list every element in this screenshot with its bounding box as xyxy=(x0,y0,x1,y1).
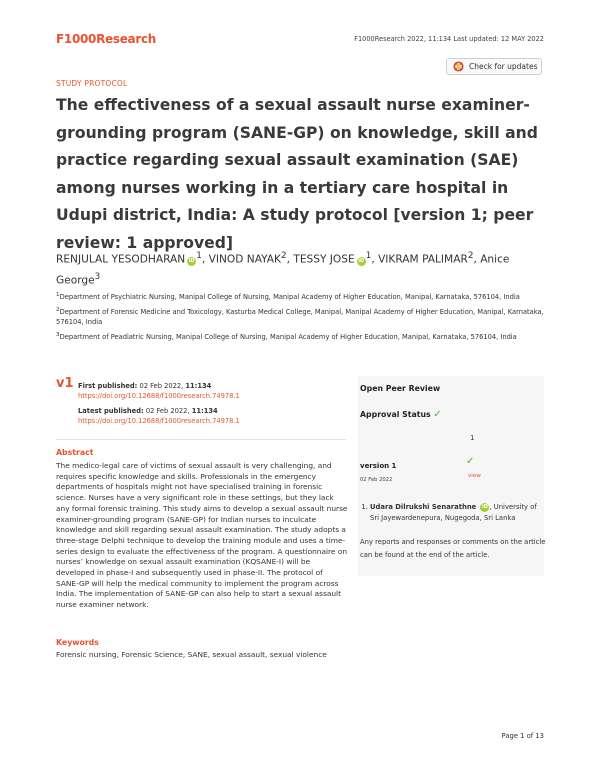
reviewer-list xyxy=(360,502,546,524)
author-name[interactable]: VINOD NAYAK xyxy=(208,253,281,266)
affiliation-item xyxy=(56,330,556,342)
approval-status-label: Approval Status xyxy=(360,410,431,419)
latest-published-volume: 11 xyxy=(191,407,202,415)
orcid-icon[interactable]: iD xyxy=(482,504,488,510)
reviewer-item xyxy=(370,502,546,524)
article-type: STUDY PROTOCOL xyxy=(56,79,128,88)
author-affil-sup: 1 xyxy=(365,251,372,261)
author-name[interactable]: VIKRAM PALIMAR xyxy=(378,253,468,266)
author-name[interactable]: Anice George xyxy=(56,253,510,287)
latest-published-date: 02 Feb 2022, xyxy=(145,407,190,415)
version-badge: v1 xyxy=(56,376,74,391)
first-published-label: First published: xyxy=(78,382,138,390)
view-report-link[interactable]: view xyxy=(468,473,481,479)
affiliation-sup: 3 xyxy=(56,331,60,338)
orcid-icon[interactable]: iD xyxy=(188,257,195,264)
author-name[interactable]: RENJULAL YESODHARAN xyxy=(56,253,186,266)
affiliation-item xyxy=(56,290,556,302)
reviewer-column-header: 1 xyxy=(470,434,475,442)
crossmark-icon xyxy=(453,61,464,72)
author-affil-sup: 2 xyxy=(280,251,287,261)
affiliation-text: Department of Forensic Medicine and Toxicology, Kasturba Medical College, Manipal, Manipal Academy of Higher Education, Manipal, Karnataka, 576104, India xyxy=(56,308,544,327)
affiliation-sup: 2 xyxy=(56,306,60,313)
latest-published-label: Latest published: xyxy=(78,407,144,415)
peer-review-title: Open Peer Review xyxy=(360,384,441,393)
author-separator: , xyxy=(201,253,209,266)
author-affil-sup: 2 xyxy=(467,251,474,261)
first-published xyxy=(78,381,240,401)
version-row-date: 02 Feb 2022 xyxy=(360,477,393,483)
first-published-volume: 11 xyxy=(185,382,195,390)
latest-published xyxy=(78,406,240,426)
author-name[interactable]: TESSY JOSE xyxy=(293,253,355,266)
affiliation-sup: 1 xyxy=(56,292,60,298)
keywords-heading: Keywords xyxy=(56,638,99,647)
affiliation-item xyxy=(56,305,556,327)
abstract-text: The medico-legal care of victims of sexual assault is very challenging, and requires specific knowledge and skills. Professionals in the emergency departments of hospitals might not have specialised training in forensic science. Nurses have a very significant role in these settings, but they lack any formal forensic training. This study aims to develop a sexual assault nurse examiner-grounding program (SANE-GP) for Indian nurses to inculcate knowledge and skill regarding sexual assault examination. The study adopts a three-stage Delphi technique to develop the training module and uses a time-series design to evaluate the effectiveness of the program. A questionnaire on nurses’ knowledge on sexual assault examination (KQSANE-I) will be developed in phase-I and subsequently used in phase-II. The protocol of SANE-GP will help the medical community to implement the program across India. The implementation of SANE-GP can also help to start a sexual assault nurse examiner network. xyxy=(56,461,348,610)
publication-info xyxy=(78,381,240,431)
author-separator: , xyxy=(286,253,294,266)
approved-check-icon: ✓ xyxy=(466,456,475,467)
abstract-heading: Abstract xyxy=(56,448,94,457)
first-published-date: 02 Feb 2022, xyxy=(139,382,184,390)
article-title: The effectiveness of a sexual assault nurse examiner-grounding program (SANE-GP) on knowledge, skill and practice regarding sexual assault examination (SAE) among nurses working in a tertiary care hospital in Udupi district, India: A study protocol [version 1; peer review: 1 approved] xyxy=(56,96,538,252)
section-divider xyxy=(56,439,346,440)
reviewer-affiliation: , University of Sri Jayewardenepura, Nugegoda, Sri Lanka xyxy=(370,503,537,522)
journal-logo[interactable]: F1000Research xyxy=(56,32,157,46)
author-separator: , xyxy=(473,253,481,266)
citation-line: F1000Research 2022, 11:134 Last updated: 12 MAY 2022 xyxy=(354,35,544,43)
author-separator: , xyxy=(371,253,379,266)
reviewer-name[interactable]: Udara Dilrukshi Senarathne xyxy=(370,503,477,511)
approval-status xyxy=(360,409,442,420)
author-affil-sup: 3 xyxy=(94,271,101,282)
check-for-updates-button[interactable] xyxy=(446,58,542,75)
author-list xyxy=(56,248,556,289)
first-published-doi-link[interactable]: https://doi.org/10.12688/f1000research.74978.1 xyxy=(78,392,240,400)
check-for-updates-label: Check for updates xyxy=(469,62,538,71)
page-number: Page 1 of 13 xyxy=(501,732,544,740)
affiliation-text: Department of Peadiatric Nursing, Manipal College of Nursing, Manipal Academy of Higher Education, Manipal, Karnataka, 576104, India xyxy=(59,332,517,341)
latest-published-number: :134 xyxy=(201,407,218,415)
affiliation-text: Department of Psychiatric Nursing, Manipal College of Nursing, Manipal Academy of Higher Education, Manipal, Karnataka, 576104, India xyxy=(59,293,520,302)
peer-review-note: Any reports and responses or comments on the article can be found at the end of the article. xyxy=(360,538,546,559)
keywords-text: Forensic nursing, Forensic Science, SANE, sexual assault, sexual violence xyxy=(56,650,327,659)
author-affil-sup: 1 xyxy=(196,251,202,261)
orcid-icon[interactable]: iD xyxy=(358,257,365,264)
version-row-label: version 1 xyxy=(360,462,397,470)
latest-published-doi-link[interactable]: https://doi.org/10.12688/f1000research.74978.1 xyxy=(78,417,240,425)
first-published-number: :134 xyxy=(194,382,212,390)
approved-check-icon: ✓ xyxy=(433,409,442,420)
affiliations xyxy=(56,290,556,345)
